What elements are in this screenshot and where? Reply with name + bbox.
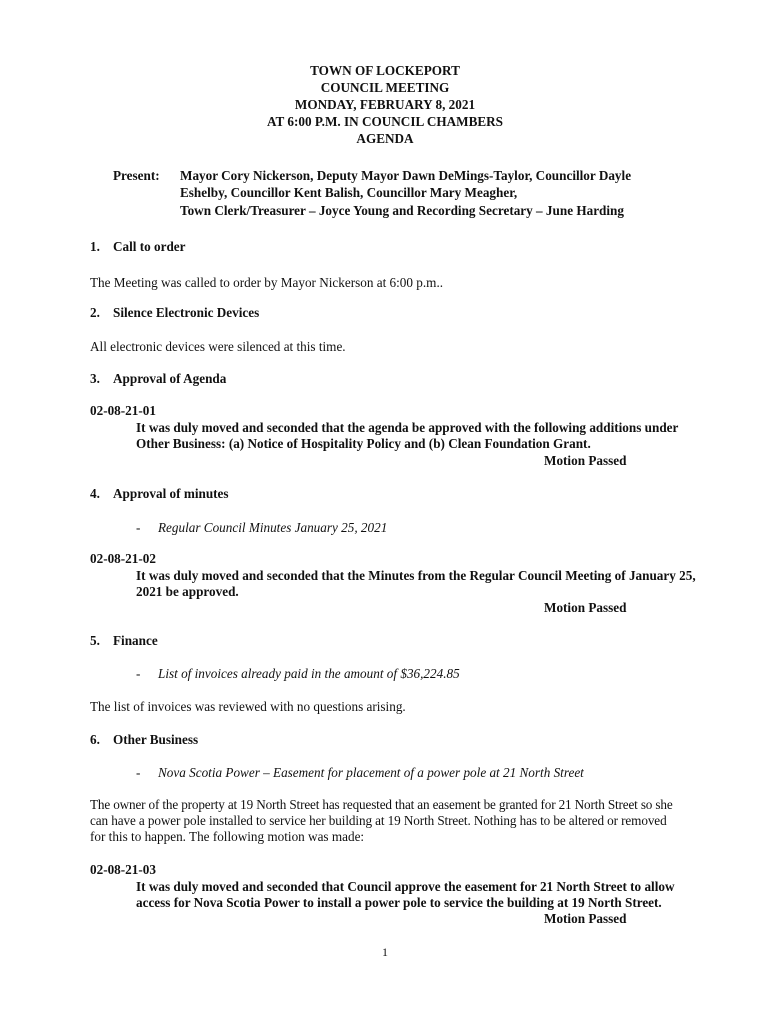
motion-id-2: 02-08-21-02 (90, 551, 156, 566)
meeting-title: COUNCIL MEETING (320, 80, 450, 95)
present-line-3: Town Clerk/Treasurer – Joyce Young and Recording Secretary – June Harding (180, 203, 624, 218)
bullet-dash: - (136, 765, 141, 780)
meeting-date: MONDAY, FEBRUARY 8, 2021 (294, 97, 476, 112)
motion-2-line-1: It was duly moved and seconded that the Minutes from the Regular Council Meeting of January 25, (136, 568, 696, 583)
motion-3-result: Motion Passed (544, 911, 627, 926)
section-6-number: 6. (90, 732, 100, 747)
section-5-number: 5. (90, 633, 100, 648)
section-3-title: Approval of Agenda (113, 371, 227, 386)
present-label: Present: (113, 168, 160, 183)
section-5-body: The list of invoices was reviewed with no questions arising. (90, 699, 406, 714)
motion-1-line-2: Other Business: (a) Notice of Hospitality Policy and (b) Clean Foundation Grant. (136, 436, 591, 451)
motion-1-result: Motion Passed (544, 453, 627, 468)
motion-2-result: Motion Passed (544, 600, 627, 615)
motion-3-line-1: It was duly moved and seconded that Council approve the easement for 21 North Street to allow (136, 879, 675, 894)
motion-1-line-1: It was duly moved and seconded that the agenda be approved with the following additions under (136, 420, 679, 435)
agenda-title: AGENDA (356, 131, 414, 146)
section-1-number: 1. (90, 239, 100, 254)
motion-2-line-2: 2021 be approved. (136, 584, 239, 599)
section-6-title: Other Business (113, 732, 199, 747)
section-4-number: 4. (90, 486, 100, 501)
page-number: 1 (382, 945, 388, 959)
section-1-title: Call to order (113, 239, 186, 254)
bullet-dash: - (136, 666, 141, 681)
bullet-dash: - (136, 520, 141, 535)
section-5-bullet: List of invoices already paid in the amount of $36,224.85 (158, 666, 460, 681)
section-6-bullet: Nova Scotia Power – Easement for placement of a power pole at 21 North Street (158, 765, 584, 780)
section-2-body: All electronic devices were silenced at this time. (90, 339, 346, 354)
present-line-1: Mayor Cory Nickerson, Deputy Mayor Dawn DeMings-Taylor, Councillor Dayle (180, 168, 632, 183)
section-6-body-line-1: The owner of the property at 19 North Street has requested that an easement be granted for 21 North Street so she (90, 797, 673, 812)
section-2-number: 2. (90, 305, 100, 320)
motion-id-1: 02-08-21-01 (90, 403, 156, 418)
section-4-bullet: Regular Council Minutes January 25, 2021 (158, 520, 388, 535)
section-6-body-line-2: can have a power pole installed to service her building at 19 North Street. Nothing has to be altered or removed (90, 813, 667, 828)
section-5-title: Finance (113, 633, 158, 648)
section-2-title: Silence Electronic Devices (113, 305, 260, 320)
section-3-number: 3. (90, 371, 100, 386)
section-1-body: The Meeting was called to order by Mayor Nickerson at 6:00 p.m.. (90, 275, 444, 290)
motion-3-line-2: access for Nova Scotia Power to install a power pole to service the building at 19 North Street. (136, 895, 662, 910)
motion-id-3: 02-08-21-03 (90, 862, 156, 877)
meeting-time-location: AT 6:00 P.M. IN COUNCIL CHAMBERS (266, 114, 504, 129)
section-4-title: Approval of minutes (113, 486, 229, 501)
present-line-2: Eshelby, Councillor Kent Balish, Councillor Mary Meagher, (180, 185, 518, 200)
town-title: TOWN OF LOCKEPORT (310, 63, 460, 78)
section-6-body-line-3: for this to happen. The following motion was made: (90, 829, 365, 844)
